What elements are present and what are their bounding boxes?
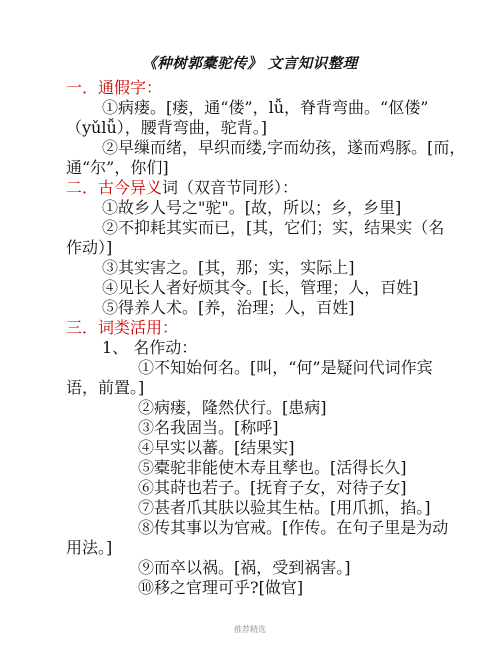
text-line: ③其实害之。[其，那；实，实际上] [102,258,355,277]
text-line: ②早缫而绪，早织而缕,字而幼孩，遂而鸡豚。[而， [102,138,466,157]
text-line: ⑨而卒以祸。[祸，受到祸害。] [138,558,351,577]
text-line: ④见长人者好烦其令。[长，管理；人，百姓] [102,278,419,297]
text-line: ②不抑耗其实而已，[其，它们；实，结果实（名 [102,218,445,237]
page-footer: 推荐精选 [234,625,266,634]
text-line: 语，前置。] [66,378,145,397]
text-line: 用法。] [66,538,113,557]
text-line: ⑩移之官理可乎?[做官] [138,578,304,597]
text-line: 作动）] [66,238,113,257]
text-line: ⑤得养人术。[养，治理；人，百姓] [102,298,355,317]
text-line: ①病瘘。[瘘，通“偻”，lǚ，脊背弯曲。“伛偻” [102,98,429,117]
text-line: ①不知始何名。[叫，“何”是疑问代词作宾 [138,358,433,377]
text-line: （yǔlǚ），腰背弯曲，驼背。] [66,118,268,137]
text-line: ⑥其莳也若子。[抚育子女，对待子女] [138,478,407,497]
section-1-heading: 一．通假字： [66,78,163,97]
text-line: ①故乡人号之"驼"。[故，所以；乡，乡里] [102,198,402,217]
text-line: ⑧传其事以为官戒。[作传。在句子里是为动 [138,518,449,537]
text-line: ⑤橐驼非能使木寿且孳也。[活得长久] [138,458,407,477]
document-title: 《种树郭橐驼传》 文言知识整理 [142,55,358,72]
text-line: ⑦甚者爪其肤以验其生枯。[用爪抓，掐。] [138,498,431,517]
subsection-heading: 1、 名作动： [102,338,198,357]
text-line: ③名我固当。[称呼] [138,418,279,437]
section-2-heading-suffix: 词（双音节同形）： [162,178,299,197]
text-line: 通“尔”，你们] [66,158,169,177]
section-3-heading: 三．词类活用： [66,318,179,337]
section-2-heading-label: 二．古今异义 [66,178,163,197]
text-line: ②病瘘，隆然伏行。[患病] [138,398,327,417]
section-2-heading [66,178,298,198]
text-line: ④早实以蕃。[结果实] [138,438,295,457]
